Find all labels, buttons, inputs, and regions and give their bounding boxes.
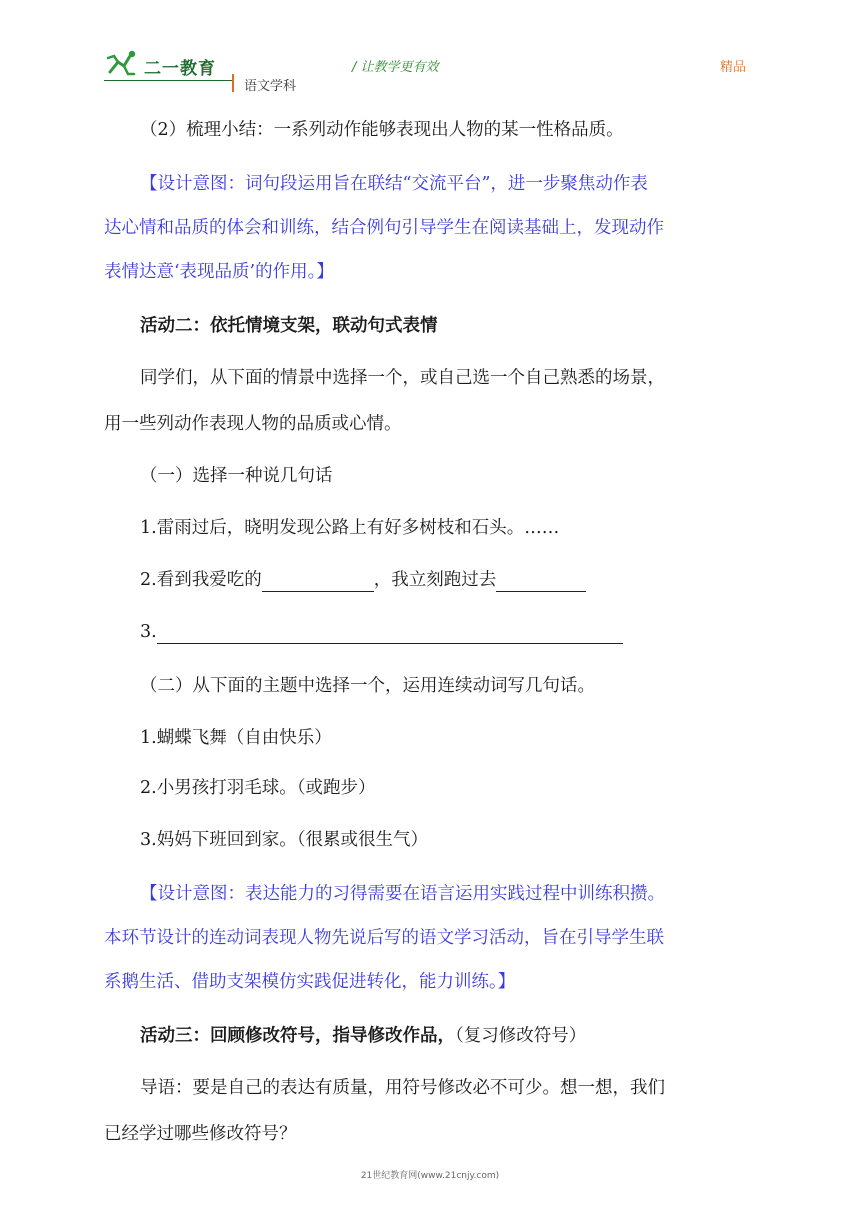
section-1-heading: （一）选择一种说几句话 — [140, 466, 333, 486]
subject-label: 语文学科 — [244, 79, 297, 94]
page-header — [0, 0, 860, 100]
fill-blank-1[interactable] — [262, 571, 374, 592]
activity-3-title-line — [140, 1024, 760, 1048]
activity-2-intro-line-2: 用一些列动作表现人物的品质或心情。 — [104, 414, 402, 434]
design-intent-1-line-2: 达心情和品质的体会和训练，结合例句引导学生在阅读基础上，发现动作 — [104, 218, 664, 238]
slogan: / 让教学更有效 — [352, 60, 439, 75]
topic-item-1: 1.蝴蝶飞舞（自由快乐） — [140, 728, 332, 748]
exercise-item-3-number: 3. — [140, 622, 157, 642]
fill-blank-3[interactable] — [157, 623, 623, 644]
activity-3-title: 活动三：回顾修改符号，指导修改作品， — [140, 1026, 455, 1046]
subject-divider — [232, 74, 234, 92]
design-intent-2-line-1: 【设计意图：表达能力的习得需要在语言运用实践过程中训练积攒。 — [140, 884, 665, 904]
design-intent-2-line-3: 系鹅生活、借助支架模仿实践促进转化，能力训练。】 — [104, 972, 516, 992]
logo-text: 二一教育 — [144, 59, 216, 79]
exercise-item-2-part-a: 2.看到我爱吃的 — [140, 570, 262, 590]
section-2-heading: （二）从下面的主题中选择一个，运用连续动词写几句话。 — [140, 676, 595, 696]
summary-paragraph: （2）梳理小结：一系列动作能够表现出人物的某一性格品质。 — [140, 120, 624, 140]
design-intent-1-line-1: 【设计意图：词句段运用旨在联结“交流平台”，进一步聚焦动作表 — [140, 174, 648, 194]
quality-badge: 精品 — [720, 60, 747, 75]
activity-3-note: （复习修改符号） — [455, 1026, 587, 1046]
exercise-item-2 — [140, 568, 760, 592]
activity-3-intro-line-1: 导语：要是自己的表达有质量，用符号修改必不可少。想一想，我们 — [140, 1078, 665, 1098]
activity-2-title: 活动二：依托情境支架，联动句式表情 — [140, 316, 438, 336]
exercise-item-1: 1.雷雨过后，晓明发现公路上有好多树枝和石头。…… — [140, 518, 560, 538]
topic-item-2: 2.小男孩打羽毛球。（或跑步） — [140, 778, 376, 798]
fill-blank-2[interactable] — [496, 571, 586, 592]
exercise-item-2-part-b: ，我立刻跑过去 — [373, 570, 497, 590]
logo-underline — [104, 80, 232, 81]
design-intent-2-line-2: 本环节设计的连动词表现人物先说后写的语文学习活动，旨在引导学生联 — [104, 928, 664, 948]
activity-3-intro-line-2: 已经学过哪些修改符号？ — [104, 1124, 297, 1144]
topic-item-3: 3.妈妈下班回到家。（很累或很生气） — [140, 830, 428, 850]
activity-2-intro-line-1: 同学们，从下面的情景中选择一个，或自己选一个自己熟悉的场景， — [140, 368, 665, 388]
page-footer: 21世纪教育网(www.21cnjy.com) — [360, 1171, 500, 1181]
design-intent-1-line-3: 表情达意‘表现品质’的作用。】 — [104, 262, 334, 282]
exercise-item-3 — [140, 620, 760, 644]
